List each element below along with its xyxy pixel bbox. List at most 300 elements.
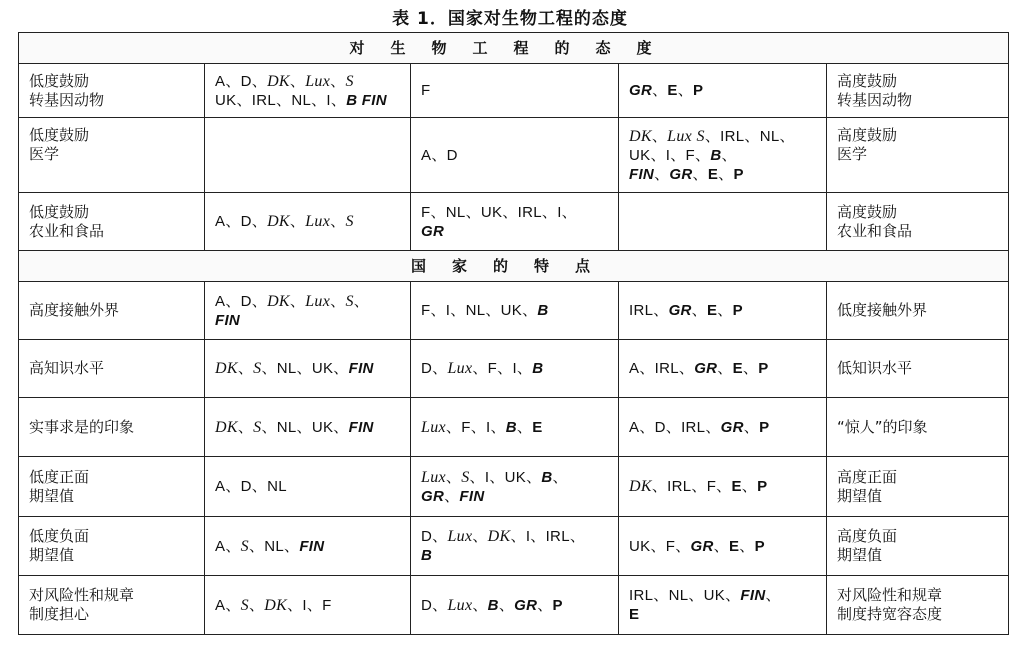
country-code: UK xyxy=(500,302,523,319)
country-code: DK xyxy=(487,528,511,545)
country-code: NL xyxy=(267,478,287,495)
row-label-right xyxy=(827,576,1009,635)
country-code: B xyxy=(532,360,544,377)
table-row xyxy=(19,398,1009,457)
country-code: FIN xyxy=(361,91,387,109)
separator: 、 xyxy=(236,91,252,109)
country-code: IRL xyxy=(720,127,745,145)
country-code: FIN xyxy=(299,537,325,555)
table-row xyxy=(19,282,1009,340)
country-cell-group-2 xyxy=(411,118,619,193)
separator: 、 xyxy=(765,587,781,604)
country-code: Lux xyxy=(421,468,446,486)
country-code: A xyxy=(215,596,226,614)
separator: 、 xyxy=(333,360,349,377)
country-code: IRL xyxy=(681,418,706,436)
country-code: I xyxy=(557,203,562,221)
separator: 、 xyxy=(276,91,292,109)
country-cell-group-1 xyxy=(205,118,411,193)
label-line: 期望值 xyxy=(837,486,883,505)
separator: 、 xyxy=(490,418,506,436)
separator: 、 xyxy=(306,596,323,614)
country-code: F xyxy=(322,596,332,614)
country-cell-group-1 xyxy=(205,517,411,576)
country-code: S xyxy=(345,72,354,90)
country-code: Lux xyxy=(305,213,331,230)
country-code: FIN xyxy=(629,165,655,183)
table-row xyxy=(19,576,1009,635)
table-row xyxy=(19,118,1009,193)
country-code: GR xyxy=(421,487,445,505)
separator: 、 xyxy=(537,596,553,614)
section-header-attitudes: 对生物工程的态度 xyxy=(19,33,1009,64)
country-code: P xyxy=(754,537,765,555)
label-line: 转基因动物 xyxy=(29,90,105,109)
separator: 、 xyxy=(639,418,655,436)
country-code: I xyxy=(665,146,671,164)
separator: 、 xyxy=(665,418,682,436)
row-label-left xyxy=(19,398,205,457)
country-code: DK xyxy=(267,292,290,310)
separator: 、 xyxy=(522,302,538,319)
separator: 、 xyxy=(333,418,349,436)
country-cell-group-3 xyxy=(619,282,827,340)
label-line: 医学 xyxy=(837,145,868,163)
label-line: “惊人”的印象 xyxy=(837,417,928,436)
separator: 、 xyxy=(688,587,704,604)
row-label-right xyxy=(827,517,1009,576)
separator: 、 xyxy=(739,537,755,555)
separator: 、 xyxy=(251,478,268,495)
separator: 、 xyxy=(741,478,758,495)
separator: 、 xyxy=(485,302,501,319)
separator: 、 xyxy=(225,213,241,230)
separator: 、 xyxy=(744,127,760,145)
row-label-right xyxy=(827,118,1009,193)
country-code: DK xyxy=(629,478,652,495)
country-code: NL xyxy=(264,537,285,555)
separator: 、 xyxy=(261,360,277,377)
separator: 、 xyxy=(743,418,760,436)
country-code: IRL xyxy=(517,203,542,221)
row-label-left xyxy=(19,282,205,340)
separator: 、 xyxy=(516,360,533,377)
country-code: NL xyxy=(445,203,466,221)
country-code: E xyxy=(532,418,543,436)
separator: 、 xyxy=(284,537,300,555)
separator: 、 xyxy=(742,360,759,377)
country-code: S xyxy=(240,537,249,555)
label-line: 低度负面 xyxy=(29,527,90,545)
label-line: 对风险性和规章 xyxy=(837,586,943,604)
country-code: D xyxy=(421,528,433,545)
separator: 、 xyxy=(445,468,462,486)
row-label-right xyxy=(827,64,1009,118)
separator: 、 xyxy=(430,302,446,319)
country-code: P xyxy=(759,418,770,436)
table-row xyxy=(19,193,1009,251)
separator: 、 xyxy=(289,213,306,230)
country-code: S xyxy=(696,127,705,145)
country-code: E xyxy=(731,478,742,495)
country-code: D xyxy=(240,72,252,90)
separator: 、 xyxy=(650,537,666,555)
separator: 、 xyxy=(311,91,327,109)
country-code: E xyxy=(728,537,740,555)
country-code: F xyxy=(421,302,431,319)
country-code: D xyxy=(421,596,433,614)
separator: 、 xyxy=(718,165,734,183)
country-code: NL xyxy=(291,91,312,109)
country-code: UK xyxy=(629,537,651,555)
separator: 、 xyxy=(651,478,668,495)
country-code: GR xyxy=(514,596,538,614)
separator: 、 xyxy=(541,203,558,221)
separator: 、 xyxy=(432,528,448,545)
country-code: A xyxy=(215,537,226,555)
country-code: I xyxy=(445,302,451,319)
label-line: 制度持宽容态度 xyxy=(837,605,943,623)
country-code: P xyxy=(693,82,704,99)
country-cell-group-2 xyxy=(411,517,619,576)
country-code: NL xyxy=(276,360,297,377)
separator: 、 xyxy=(717,360,733,377)
separator: 、 xyxy=(510,528,526,545)
country-code: D xyxy=(240,213,252,230)
separator: 、 xyxy=(695,146,711,164)
country-cell-group-2 xyxy=(411,193,619,251)
separator: 、 xyxy=(251,213,268,230)
row-label-right xyxy=(827,282,1009,340)
country-cell-group-2 xyxy=(411,64,619,118)
country-code: P xyxy=(552,596,563,614)
label-line: 低度接触外界 xyxy=(837,301,928,319)
country-cell-group-3 xyxy=(619,193,827,251)
country-cell-group-3 xyxy=(619,517,827,576)
country-code: FIN xyxy=(740,587,766,604)
country-code: GR xyxy=(690,537,714,555)
country-cell-group-2 xyxy=(411,457,619,517)
country-cell-group-3 xyxy=(619,340,827,398)
label-line: 期望值 xyxy=(29,546,75,564)
country-code: DK xyxy=(267,213,290,230)
label-line: 农业和食品 xyxy=(29,221,105,240)
separator: 、 xyxy=(489,468,505,486)
country-code: B xyxy=(487,596,499,614)
country-code: B xyxy=(505,418,517,436)
separator: 、 xyxy=(691,302,707,319)
country-cell-group-1 xyxy=(205,457,411,517)
separator: 、 xyxy=(561,203,577,221)
label-line: 医学 xyxy=(29,145,60,163)
separator: 、 xyxy=(652,82,668,99)
separator: 、 xyxy=(721,146,737,164)
country-cell-group-3 xyxy=(619,576,827,635)
separator: 、 xyxy=(444,487,460,505)
country-code: Lux xyxy=(447,596,473,614)
country-code: NL xyxy=(465,302,486,319)
label-line: 制度担心 xyxy=(29,605,90,623)
separator: 、 xyxy=(431,146,447,164)
country-code: DK xyxy=(267,72,290,90)
row-label-right xyxy=(827,457,1009,517)
country-code: Lux xyxy=(447,528,473,545)
country-cell-group-2 xyxy=(411,576,619,635)
country-code: P xyxy=(733,165,744,183)
country-code: NL xyxy=(668,587,689,604)
separator: 、 xyxy=(330,292,346,310)
country-code: FIN xyxy=(215,311,241,329)
separator: 、 xyxy=(704,127,721,145)
country-code: NL xyxy=(276,418,297,436)
row-label-left xyxy=(19,64,205,118)
separator: 、 xyxy=(237,360,254,377)
row-label-right xyxy=(827,398,1009,457)
separator: 、 xyxy=(677,82,694,99)
country-code: B xyxy=(541,468,553,486)
country-code: F xyxy=(461,418,471,436)
separator: 、 xyxy=(502,203,518,221)
country-code: IRL xyxy=(629,302,654,319)
country-code: Lux xyxy=(447,360,473,377)
separator: 、 xyxy=(639,360,655,377)
separator: 、 xyxy=(654,165,670,183)
separator: 、 xyxy=(470,418,486,436)
country-code: P xyxy=(758,360,769,377)
separator: 、 xyxy=(237,418,254,436)
table-row xyxy=(19,457,1009,517)
country-code: D xyxy=(240,478,252,495)
country-code: I xyxy=(302,596,307,614)
country-code: E xyxy=(707,165,719,183)
section-header-features: 国家的特点 xyxy=(19,251,1009,282)
country-cell-group-1 xyxy=(205,340,411,398)
country-code: F xyxy=(706,478,717,495)
country-code: S xyxy=(345,292,354,310)
row-label-right xyxy=(827,193,1009,251)
separator: 、 xyxy=(296,418,312,436)
separator: 、 xyxy=(296,360,312,377)
separator: 、 xyxy=(248,596,265,614)
label-line: 高度鼓励 xyxy=(837,71,898,90)
country-code: A xyxy=(421,146,432,164)
country-code: S xyxy=(345,213,354,230)
country-code: DK xyxy=(264,596,288,614)
separator: 、 xyxy=(261,418,277,436)
country-code: Lux xyxy=(305,72,331,90)
country-code: D xyxy=(446,146,458,164)
table-caption: 表 1．国家对生物工程的态度 xyxy=(392,9,628,29)
country-cell-group-2 xyxy=(411,340,619,398)
country-code: F xyxy=(685,146,695,164)
label-line: 实事求是的印象 xyxy=(29,417,135,436)
separator: 、 xyxy=(653,302,669,319)
separator: 、 xyxy=(465,203,481,221)
separator: 、 xyxy=(450,302,466,319)
country-code: D xyxy=(421,360,433,377)
country-code: UK xyxy=(311,360,334,377)
separator: 、 xyxy=(225,478,241,495)
country-code: DK xyxy=(215,418,238,436)
country-code: UK xyxy=(480,203,503,221)
country-code: E xyxy=(667,82,678,99)
table-row xyxy=(19,517,1009,576)
country-code: I xyxy=(484,468,490,486)
separator: 、 xyxy=(705,418,721,436)
country-code: IRL xyxy=(629,587,654,604)
separator: 、 xyxy=(472,528,488,545)
separator: 、 xyxy=(498,596,515,614)
separator: 、 xyxy=(670,146,686,164)
country-cell-group-1 xyxy=(205,193,411,251)
country-code: GR xyxy=(668,302,692,319)
country-code: A xyxy=(629,418,640,436)
row-label-left xyxy=(19,576,205,635)
label-line: 对风险性和规章 xyxy=(29,586,135,604)
country-code: B xyxy=(710,146,722,164)
label-line: 高度负面 xyxy=(837,527,898,545)
separator: 、 xyxy=(251,72,268,90)
country-code: D xyxy=(654,418,666,436)
country-code: I xyxy=(525,528,531,545)
separator: 、 xyxy=(432,360,448,377)
label-line: 低度鼓励 xyxy=(29,126,90,144)
country-code: E xyxy=(706,302,718,319)
label-line: 高知识水平 xyxy=(29,359,105,377)
country-code: FIN xyxy=(348,360,374,377)
label-line: 转基因动物 xyxy=(837,90,913,109)
country-code: E xyxy=(629,606,640,623)
country-code: UK xyxy=(504,468,527,486)
country-code: FIN xyxy=(459,487,485,505)
label-line: 期望值 xyxy=(29,486,75,505)
label-line: 低知识水平 xyxy=(837,359,913,377)
country-cell-group-3 xyxy=(619,398,827,457)
separator: 、 xyxy=(651,127,668,145)
table-row xyxy=(19,64,1009,118)
separator: 、 xyxy=(225,537,241,555)
separator: 、 xyxy=(472,360,488,377)
separator: 、 xyxy=(779,127,795,145)
label-line: 高度接触外界 xyxy=(29,301,120,319)
separator: 、 xyxy=(717,302,733,319)
separator: 、 xyxy=(678,360,695,377)
separator: 、 xyxy=(225,596,241,614)
separator: 、 xyxy=(289,292,306,310)
separator: 、 xyxy=(432,596,448,614)
country-code: UK xyxy=(215,91,237,109)
separator: 、 xyxy=(430,203,446,221)
country-code: A xyxy=(215,478,226,495)
country-code: F xyxy=(665,537,676,555)
country-code: B xyxy=(537,302,549,319)
country-code: Lux xyxy=(421,418,446,436)
separator: 、 xyxy=(287,596,303,614)
country-cell-group-1 xyxy=(205,576,411,635)
label-line: 高度鼓励 xyxy=(837,202,898,221)
country-code: S xyxy=(461,468,470,486)
separator: 、 xyxy=(330,213,346,230)
label-line: 低度正面 xyxy=(29,467,90,486)
country-code: A xyxy=(215,72,226,90)
country-code: B xyxy=(421,547,433,564)
country-code: F xyxy=(421,82,431,99)
country-code: P xyxy=(757,478,768,495)
separator: 、 xyxy=(713,537,729,555)
country-code: UK xyxy=(703,587,726,604)
separator: 、 xyxy=(516,418,533,436)
country-code: IRL xyxy=(667,478,692,495)
separator: 、 xyxy=(225,292,241,310)
country-code: P xyxy=(732,302,743,319)
label-line: 低度鼓励 xyxy=(29,202,90,221)
separator: 、 xyxy=(526,468,542,486)
country-code: DK xyxy=(215,360,238,377)
separator: 、 xyxy=(653,587,669,604)
country-cell-group-3 xyxy=(619,118,827,193)
separator: 、 xyxy=(251,292,268,310)
country-cell-group-2 xyxy=(411,282,619,340)
country-code: I xyxy=(326,91,331,109)
table-row xyxy=(19,340,1009,398)
label-line: 期望值 xyxy=(837,546,883,564)
separator: 、 xyxy=(675,537,691,555)
separator: 、 xyxy=(472,596,488,614)
separator: 、 xyxy=(650,146,666,164)
separator: 、 xyxy=(725,587,741,604)
separator: 、 xyxy=(225,72,241,90)
separator: 、 xyxy=(248,537,265,555)
country-code: Lux xyxy=(305,292,331,310)
separator: 、 xyxy=(692,165,708,183)
country-code: F xyxy=(421,203,431,221)
country-code: Lux xyxy=(667,127,693,145)
label-line: 低度鼓励 xyxy=(29,71,90,90)
country-cell-group-1 xyxy=(205,398,411,457)
country-code: F xyxy=(487,360,498,377)
separator: 、 xyxy=(530,528,546,545)
country-code: IRL xyxy=(251,91,276,109)
country-code: A xyxy=(215,213,226,230)
country-code: UK xyxy=(629,146,651,164)
country-code: GR xyxy=(694,360,718,377)
label-line: 高度正面 xyxy=(837,467,898,486)
separator: 、 xyxy=(469,468,485,486)
attitude-table xyxy=(18,32,1009,635)
country-code: GR xyxy=(421,222,445,240)
country-code: GR xyxy=(629,82,653,99)
country-code: A xyxy=(629,360,640,377)
row-label-left xyxy=(19,457,205,517)
country-cell-group-3 xyxy=(619,457,827,517)
separator: 、 xyxy=(445,418,462,436)
country-code: E xyxy=(732,360,743,377)
country-code: IRL xyxy=(545,528,570,545)
country-code: UK xyxy=(311,418,334,436)
country-code: NL xyxy=(759,127,780,145)
separator: 、 xyxy=(353,292,370,310)
country-code: D xyxy=(240,292,252,310)
country-code: GR xyxy=(669,165,693,183)
row-label-left xyxy=(19,340,205,398)
country-code: IRL xyxy=(654,360,679,377)
country-cell-group-1 xyxy=(205,64,411,118)
row-label-right xyxy=(827,340,1009,398)
separator: 、 xyxy=(552,468,568,486)
country-code: S xyxy=(253,360,262,377)
country-code: A xyxy=(215,292,226,310)
label-line: 农业和食品 xyxy=(837,221,913,240)
